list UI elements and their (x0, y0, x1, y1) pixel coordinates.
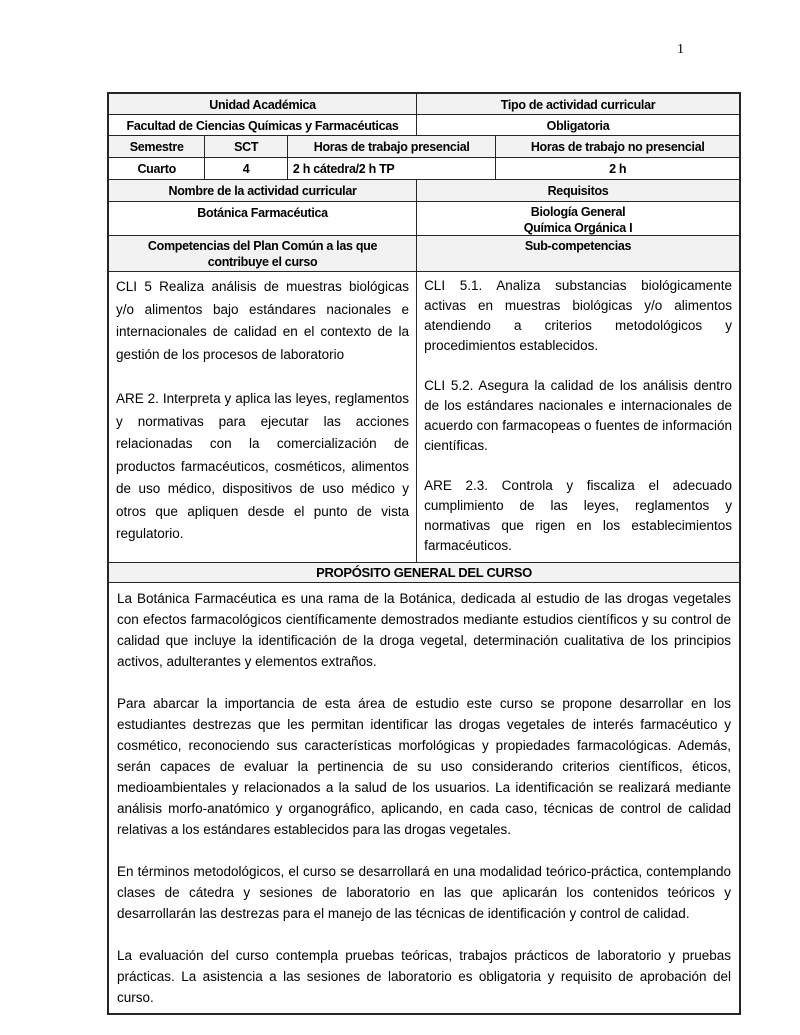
competencia-cli5: CLI 5 Realiza análisis de muestras biológicas y/o alimentos bajo estándares nacionales e internacionales de calidad en el contexto de la gestión de los procesos de laboratorio (116, 279, 410, 362)
cell-competencias-label (109, 236, 417, 271)
cell-horas-no-presencial-label: Horas de trabajo no presencial (530, 140, 705, 154)
competencia-are2: ARE 2. Interpreta y aplica las leyes, reglamentos y normativas para ejecutar las acciones relacionadas con la comercialización de productos farmacéuticos, cosméticos, alimentos de uso médico, dispositivos de uso médico y otros que apliquen desde el punto de vista regulatorio. (116, 391, 410, 541)
cell-nombre-actividad-label: Nombre de la actividad curricular (109, 180, 417, 201)
cell-horas-no-presencial-value: 2 h (609, 162, 627, 176)
row-nombre-requisitos-values (109, 202, 739, 236)
subcompetencia-cli51: CLI 5.1. Analiza substancias biológicamente activas en muestras biológicas y/o alimentos atendiendo a criterios metodológicos y procedimientos establecidos. (424, 278, 732, 353)
row-proposito-title (109, 563, 739, 583)
subcompetencia-cli52: CLI 5.2. Asegura la calidad de los análisis dentro de los estándares nacionales e internacionales de acuerdo con farmacopeas o fuentes de información científicas. (424, 378, 732, 453)
requisito-line-1: Biología General (530, 205, 626, 219)
cell-nombre-actividad-value: Botánica Farmacéutica (109, 202, 417, 235)
proposito-paragraph-4: La evaluación del curso contempla pruebas teóricas, trabajos prácticos de laboratorio y pruebas prácticas. La asistencia a las sesiones de laboratorio es obligatoria y requisito de aprobación del curso. (117, 948, 731, 1005)
cell-sct-value: 4 (205, 158, 288, 179)
subcompetencia-are23: ARE 2.3. Controla y fiscaliza el adecuado cumplimiento de las leyes, reglamentos y normativas que rigen en los establecimientos farmacéuticos. (424, 478, 732, 553)
row-unidad-tipo-values (109, 115, 739, 136)
page-number: 1 (677, 42, 684, 57)
proposito-paragraph-1: La Botánica Farmacéutica es una rama de la Botánica, dedicada al estudio de las drogas vegetales con efectos farmacológicos científicamente demostrados mediante estudios científicos y su control de calidad que incluye la identificación de la droga vegetal, determinación cualitativa de los principios activos, adulterantes y elementos extraños. (117, 591, 731, 669)
competencias-label-text: Competencias del Plan Común a las que contribuye el curso (147, 239, 378, 269)
cell-unidad-academica-label: Unidad Académica (109, 94, 417, 114)
cell-unidad-academica-value: Facultad de Ciencias Químicas y Farmacéuticas (109, 115, 417, 135)
proposito-paragraph-3: En términos metodológicos, el curso se desarrollará en una modalidad teórico-práctica, contemplando clases de cátedra y sesiones de laboratorio en las que aplicarán los contenidos teóricos y desarrollarán las destrezas para el manejo de las técnicas de identificación y control de calidad. (117, 864, 731, 921)
row-nombre-requisitos-headers (109, 180, 739, 202)
cell-tipo-actividad-value: Obligatoria (546, 119, 610, 133)
cell-semestre-value: Cuarto (109, 158, 205, 179)
cell-competencias-body (109, 272, 417, 562)
row-section-headers (109, 94, 739, 115)
cell-requisitos-label: Requisitos (547, 184, 609, 198)
requisito-line-2: Química Orgánica I (523, 221, 633, 235)
cell-proposito-body (109, 583, 739, 1013)
row-horario-values (109, 158, 739, 180)
cell-horas-presencial-value: 2 h cátedra/2 h TP (288, 158, 497, 179)
cell-tipo-actividad-label: Tipo de actividad curricular (500, 98, 656, 112)
row-horario-headers (109, 136, 739, 158)
cell-sct-label: SCT (205, 136, 288, 157)
course-info-table (107, 92, 741, 1015)
row-competencias-body (109, 272, 739, 563)
row-competencias-headers (109, 236, 739, 272)
proposito-paragraph-2: Para abarcar la importancia de esta área de estudio este curso se propone desarrollar en los estudiantes destrezas que les permitan identificar las drogas vegetales de interés farmacéutico y cosmético, reconociendo sus características morfológicas y propiedades farmacológicas. Además, serán capaces de evaluar la pertinencia de su uso considerando criterios científicos, éticos, medioambientales y relacionados a la salud de los usuarios. La identificación se realizará mediante análisis morfo-anatómico y organográfico, aplicando, en cada caso, técnicas de control de calidad relativas a los estándares establecidos para las drogas vegetales. (117, 696, 731, 837)
cell-horas-presencial-label: Horas de trabajo presencial (288, 136, 497, 157)
cell-requisitos-value (417, 202, 739, 235)
cell-subcompetencias-label: Sub-competencias (524, 239, 632, 253)
row-proposito-body (109, 583, 739, 1013)
cell-semestre-label: Semestre (109, 136, 205, 157)
cell-subcompetencias-body (417, 272, 739, 562)
proposito-title: PROPÓSITO GENERAL DEL CURSO (316, 565, 532, 580)
